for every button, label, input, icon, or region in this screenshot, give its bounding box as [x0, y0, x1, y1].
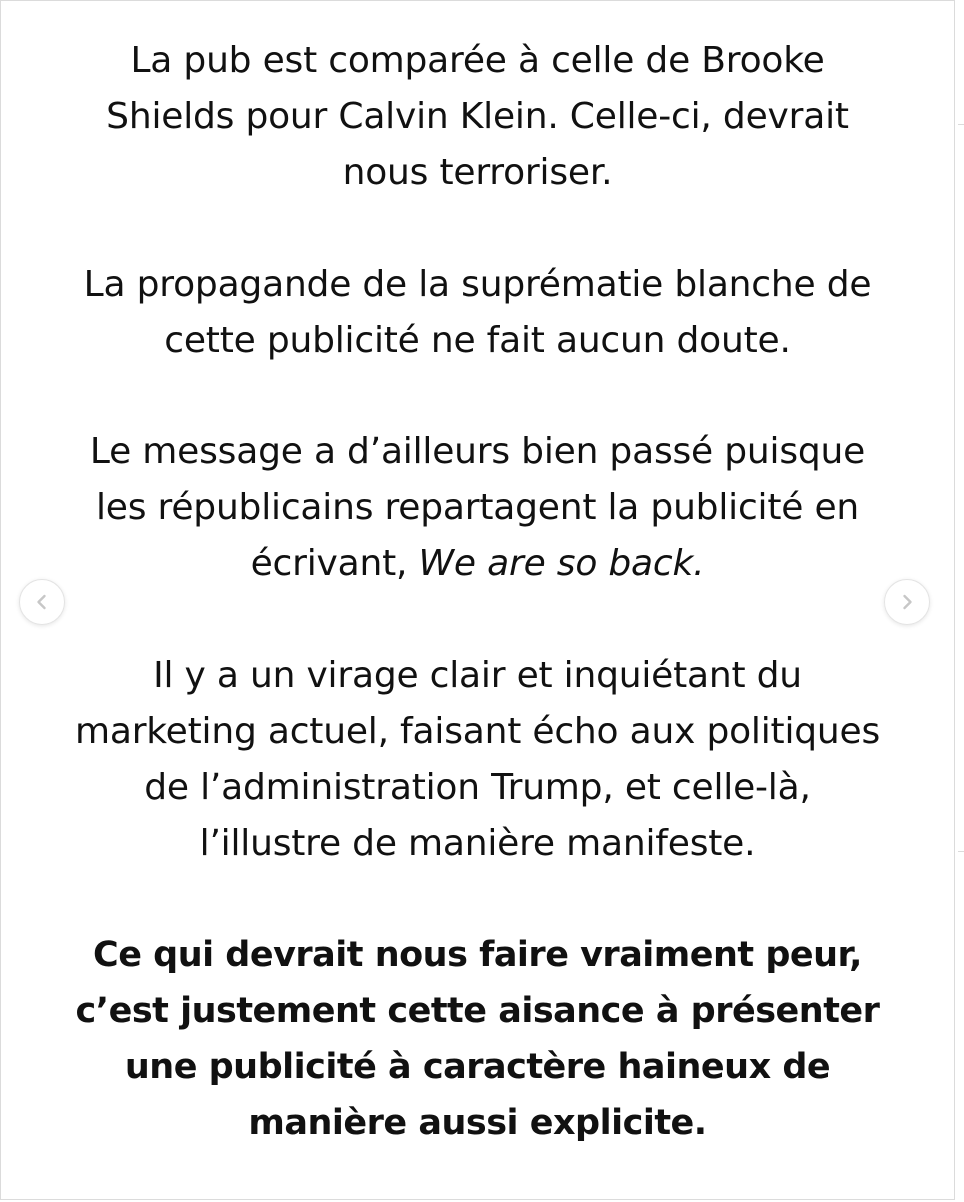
- text-line: La pub est comparée à celle de Brooke: [130, 40, 825, 81]
- text-line: Il y a un virage clair et inquiétant du: [153, 655, 802, 696]
- text-line: La propagande de la suprématie blanche de: [83, 264, 872, 305]
- text-line: les républicains repartagent la publicité en: [95, 487, 860, 528]
- text-line: c’est justement cette aisance à présenter: [75, 991, 880, 1031]
- previous-slide-button[interactable]: [19, 579, 65, 625]
- next-slide-button[interactable]: [884, 579, 930, 625]
- paragraph-marketing: [30, 648, 925, 872]
- chevron-right-icon: [897, 592, 917, 612]
- text-line: cette publicité ne fait aucun doute.: [164, 320, 791, 361]
- text-line: l’illustre de manière manifeste.: [199, 823, 756, 864]
- quote-italic: We are so back.: [418, 543, 705, 584]
- text-line: Ce qui devrait nous faire vraiment peur,: [93, 935, 862, 975]
- edge-divider: [958, 851, 964, 852]
- text-line: de l’administration Trump, et celle-là,: [144, 767, 811, 808]
- edge-divider: [958, 124, 964, 125]
- text-line: Shields pour Calvin Klein. Celle-ci, devrait: [106, 96, 849, 137]
- text-line: manière aussi explicite.: [248, 1103, 707, 1143]
- paragraph-propaganda: [30, 257, 925, 369]
- text-line: nous terroriser.: [342, 152, 613, 193]
- text-line: Le message a d’ailleurs bien passé puisque: [89, 431, 866, 472]
- page-edge: [955, 0, 964, 1202]
- chevron-left-icon: [32, 592, 52, 612]
- text-line: une publicité à caractère haineux de: [124, 1047, 831, 1087]
- text-line: écrivant,: [250, 543, 419, 584]
- paragraph-message: [30, 424, 925, 592]
- paragraph-conclusion: [30, 927, 925, 1151]
- text-line: marketing actuel, faisant écho aux politiques: [74, 711, 881, 752]
- paragraph-comparison: [30, 33, 925, 201]
